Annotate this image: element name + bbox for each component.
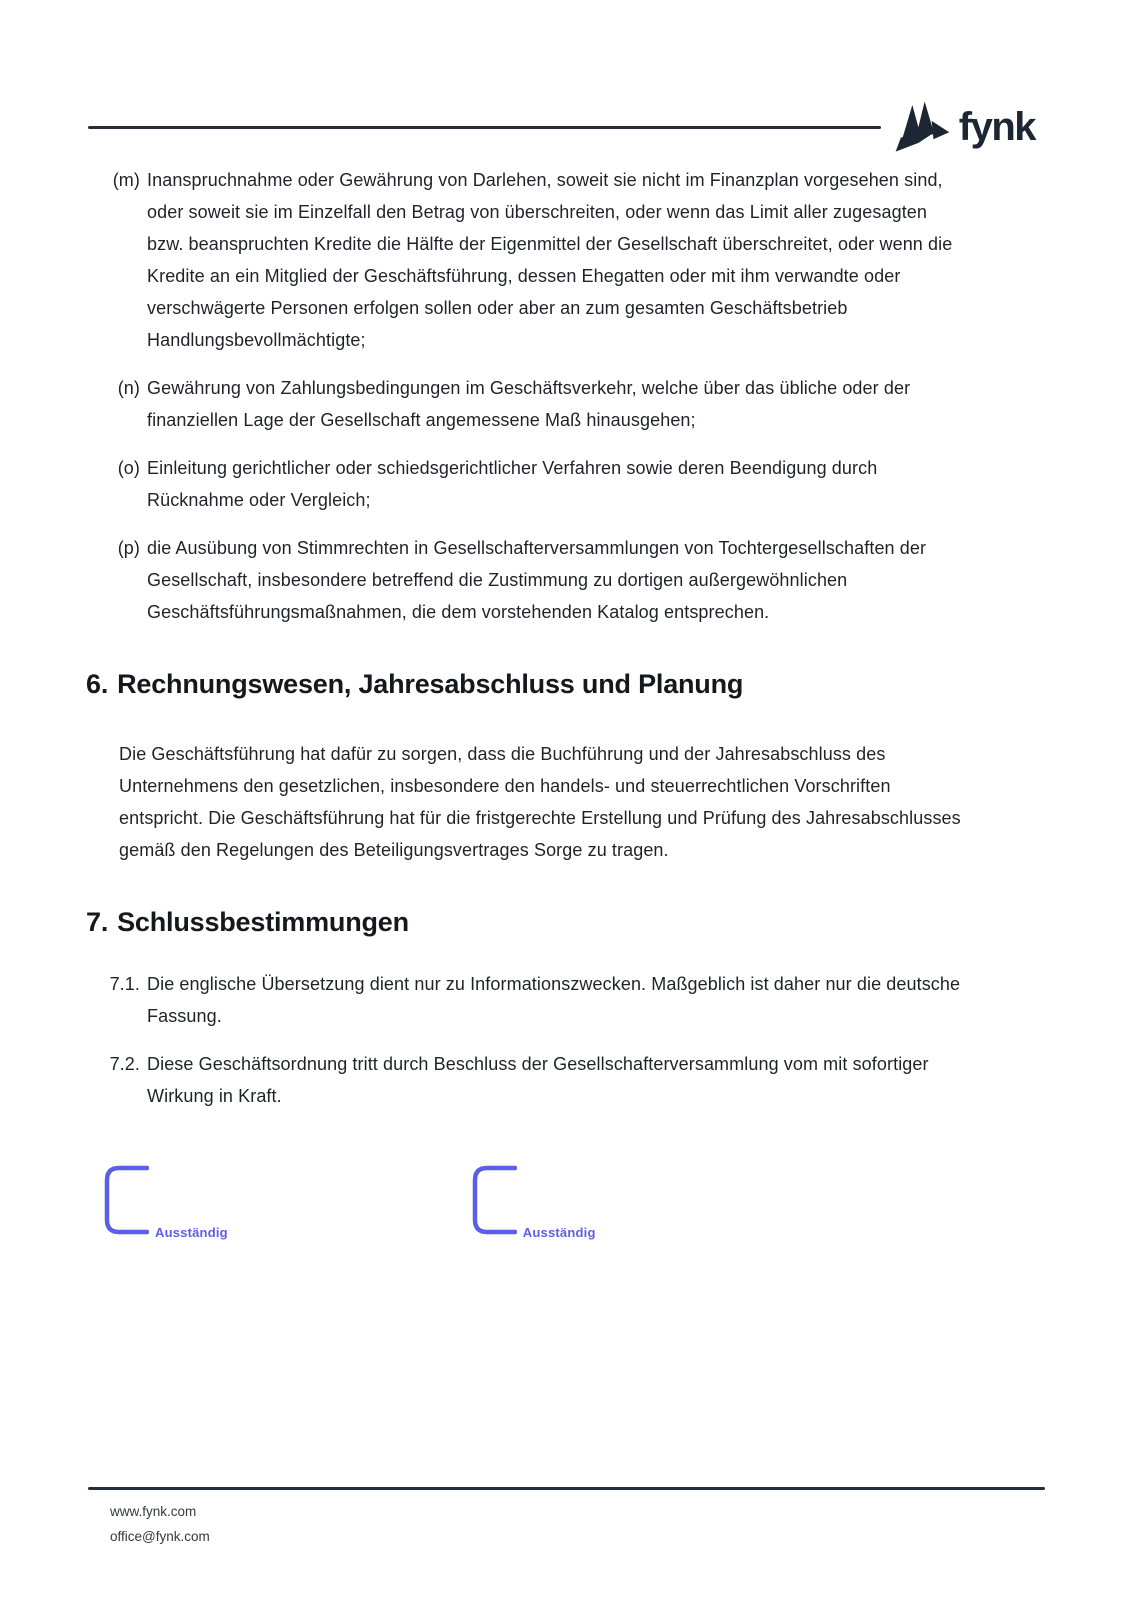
section-paragraph: Die Geschäftsführung hat dafür zu sorgen, dass die Buchführung und der Jahresabschluss des Unternehmens den gesetzlichen, insbesondere den handels- und steuerrechtlichen Vorschriften entspricht. Die Geschäftsführung hat für die fristgerechte Erstellung und Prüfung des Jahresabschlusses gemäß den Regelungen des Beteiligungsvertrages Sorge zu tragen.	[119, 744, 961, 860]
signature-status-label: Ausständig	[522, 1225, 596, 1240]
document-body	[0, 164, 1131, 1240]
list-item	[88, 372, 1043, 436]
section-heading-7	[86, 904, 1043, 940]
item-label: (p)	[117, 538, 140, 558]
item-label: (o)	[117, 458, 140, 478]
brand-name: fynk	[958, 105, 1035, 149]
signature-field[interactable]	[103, 1165, 228, 1240]
subclause-list	[88, 968, 1043, 1112]
section-number: 6.	[86, 669, 109, 699]
header-divider	[88, 126, 881, 129]
fynk-logo	[893, 101, 1035, 153]
footer-divider	[88, 1487, 1045, 1490]
footer-contact	[88, 1499, 1045, 1549]
item-label: (m)	[112, 170, 140, 190]
clause-list	[88, 164, 1043, 628]
section-number: 7.	[86, 907, 109, 937]
list-item	[88, 452, 1043, 516]
item-label: 7.2.	[109, 1054, 140, 1074]
item-text: die Ausübung von Stimmrechten in Gesellschafterversammlungen von Tochtergesellschaften der Gesellschaft, insbesondere betreffend die Zustimmung zu dortigen außergewöhnlichen Geschäftsführungsmaßnahmen, die dem vorstehenden Katalog entsprechen.	[147, 538, 927, 622]
document-footer	[88, 1487, 1045, 1549]
list-item	[88, 164, 1043, 356]
footer-website-link[interactable]: www.fynk.com	[110, 1504, 197, 1519]
item-label: (n)	[117, 378, 140, 398]
item-label: 7.1.	[109, 974, 140, 994]
list-item	[88, 1048, 1043, 1112]
list-item	[88, 968, 1043, 1032]
item-text: Diese Geschäftsordnung tritt durch Beschluss der Gesellschafterversammlung vom mit sofortiger Wirkung in Kraft.	[147, 1054, 929, 1106]
item-text: Gewährung von Zahlungsbedingungen im Geschäftsverkehr, welche über das übliche oder der finanziellen Lage der Gesellschaft angemessene Maß hinausgehen;	[147, 378, 911, 430]
document-header	[0, 0, 1131, 154]
footer-email-link[interactable]: office@fynk.com	[110, 1529, 210, 1544]
signature-field[interactable]	[471, 1165, 596, 1240]
item-text: Inanspruchnahme oder Gewährung von Darlehen, soweit sie nicht im Finanzplan vorgesehen sind, oder soweit sie im Einzelfall den Betrag von überschreiten, oder wenn das Limit aller zugesagten bzw. beanspruchten Kredite die Hälfte der Eigenmittel der Gesellschaft überschreitet, oder wenn die Kredite an ein Mitglied der Geschäftsführung, dessen Ehegatten oder mit ihm verwandte oder verschwägerte Personen erfolgen sollen oder aber an zum gesamten Geschäftsbetrieb Handlungsbevollmächtigte;	[147, 170, 953, 350]
section-title: Schlussbestimmungen	[117, 907, 409, 937]
fynk-bird-icon	[893, 101, 951, 153]
list-item	[88, 532, 1043, 628]
signature-status-label: Ausständig	[155, 1225, 228, 1240]
signature-area	[88, 1165, 1043, 1240]
item-text: Die englische Übersetzung dient nur zu Informationszwecken. Maßgeblich ist daher nur die deutsche Fassung.	[147, 974, 961, 1026]
section-title: Rechnungswesen, Jahresabschluss und Planung	[117, 669, 744, 699]
signature-bracket-icon	[471, 1165, 517, 1235]
item-text: Einleitung gerichtlicher oder schiedsgerichtlicher Verfahren sowie deren Beendigung durch Rücknahme oder Vergleich;	[147, 458, 878, 510]
section-heading-6	[86, 666, 1043, 702]
signature-bracket-icon	[103, 1165, 149, 1235]
